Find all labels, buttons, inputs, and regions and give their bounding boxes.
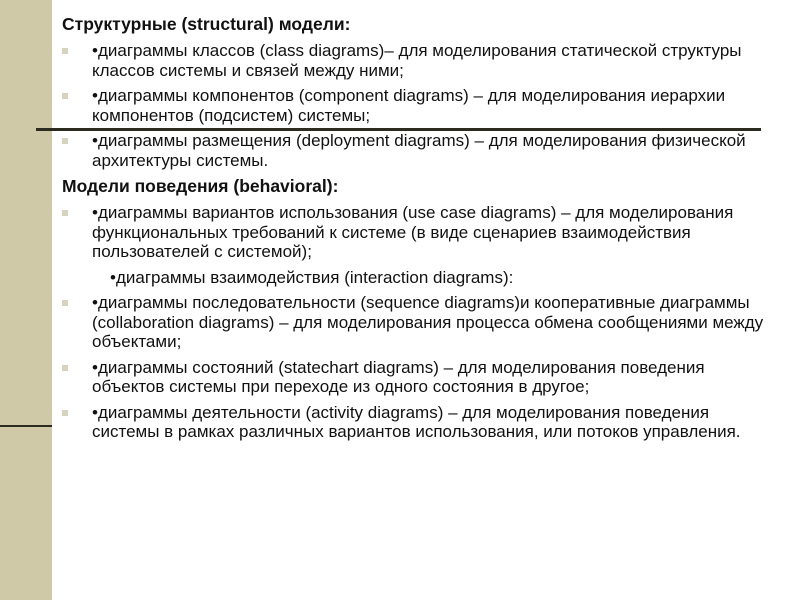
side-band: [0, 0, 52, 600]
square-bullet-icon: [62, 210, 68, 216]
square-bullet-icon: [62, 48, 68, 54]
list-item: [62, 86, 772, 125]
square-bullet-icon: [62, 410, 68, 416]
square-bullet-icon: [62, 365, 68, 371]
list-item: [62, 293, 772, 352]
sub-list-item-text: •диаграммы взаимодействия (interaction diagrams):: [110, 267, 514, 287]
list-item-text: •диаграммы последовательности (sequence diagrams)и кооперативные диаграммы (collaboration diagrams) – для моделирования процесса обмена сообщениями между объектами;: [92, 293, 764, 351]
list-item: [62, 203, 772, 262]
list-item: [62, 358, 772, 397]
list-item-text: •диаграммы состояний (statechart diagrams) – для моделирования поведения объектов системы при переходе из одного состояния в другое;: [92, 357, 705, 396]
list-item-text: •диаграммы классов (class diagrams)– для моделирования статической структуры классов системы и связей между ними;: [92, 41, 742, 80]
list-item-text: •диаграммы вариантов использования (use case diagrams) – для моделирования функциональных требований к системе (в виде сценариев взаимодействия пользователей с системой);: [92, 203, 734, 261]
sub-list-item: [62, 268, 772, 288]
list-item: [62, 41, 772, 80]
square-bullet-icon: [62, 138, 68, 144]
slide-content: [62, 14, 772, 448]
square-bullet-icon: [62, 93, 68, 99]
list-item: [62, 403, 772, 442]
structural-heading: Структурные (structural) модели:: [62, 14, 351, 34]
behavioral-heading: Модели поведения (behavioral):: [62, 176, 339, 196]
list-item-text: •диаграммы размещения (deployment diagrams) – для моделирования физической архитектуры системы.: [92, 131, 746, 170]
list-item-text: •диаграммы деятельности (activity diagrams) – для моделирования поведения системы в рамках различных вариантов использования, или потоков управления.: [92, 402, 741, 441]
structural-list: [62, 41, 772, 170]
side-divider-line: [0, 425, 52, 427]
behavioral-list: [62, 203, 772, 442]
square-bullet-icon: [62, 300, 68, 306]
list-item: [62, 131, 772, 170]
list-item-text: •диаграммы компонентов (component diagrams) – для моделирования иерархии компонентов (подсистем) системы;: [92, 86, 726, 125]
